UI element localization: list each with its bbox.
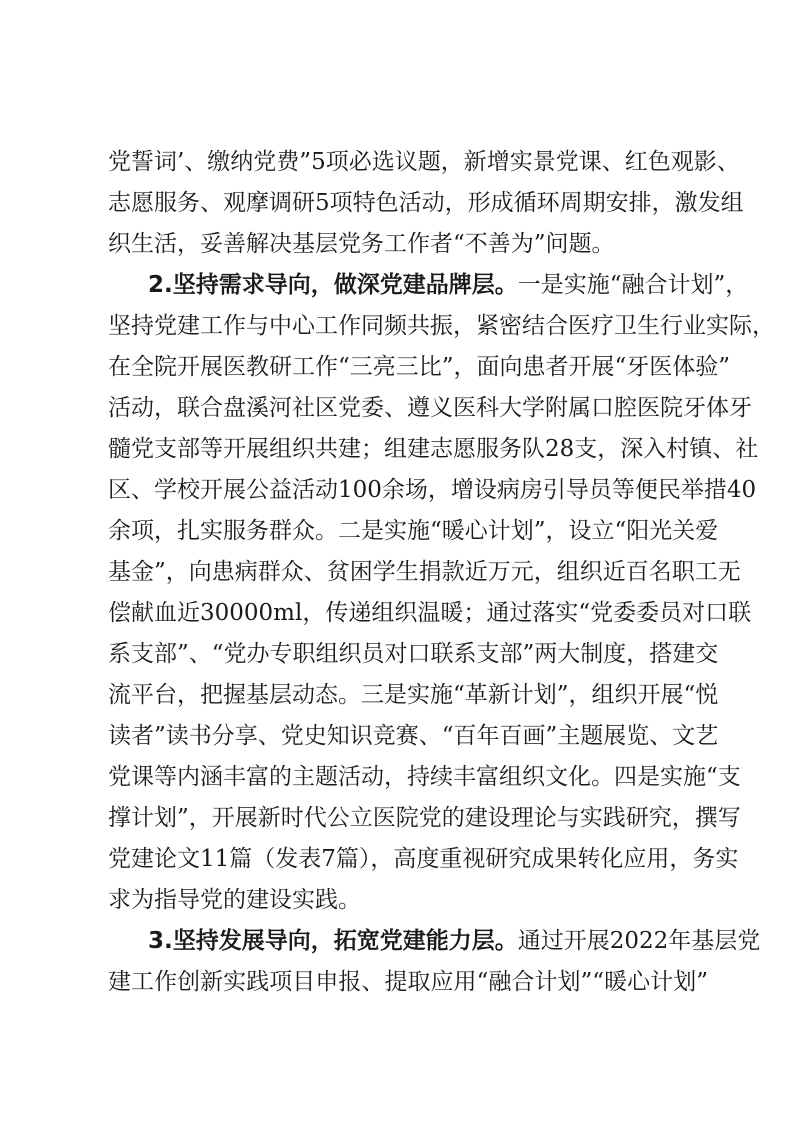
paragraph-2-line: 求为指导党的建设实践。 — [108, 887, 361, 913]
paragraph-3-heading: 3.坚持发展导向，拓宽党建能力层。 — [148, 928, 518, 954]
paragraph-3-line: 建工作创新实践项目申报、提取应用“融合计划”“暖心计划” — [108, 969, 708, 995]
paragraph-1-line-1: 党誓词’、缴纳党费”5项必选议题，新增实景党课、红色观影、 — [108, 149, 740, 175]
paragraph-2-line: 偿献血近30000ml，传递组织温暖；通过落实“党委委员对口联 — [108, 600, 752, 626]
paragraph-1-line-2: 志愿服务、观摩调研5项特色活动，形成循环周期安排，激发组 — [108, 190, 744, 216]
paragraph-2-line: 读者”读书分享、党史知识竞赛、“百年百画”主题展览、文艺 — [108, 723, 719, 749]
paragraph-2-line: 撑计划”，开展新时代公立医院党的建设理论与实践研究，撰写 — [108, 805, 741, 831]
paragraph-2-line: 在全院开展医教研工作“三亮三比”，面向患者开展“牙医体验” — [108, 354, 731, 380]
paragraph-1-line-3: 织生活，妥善解决基层党务工作者“不善为”问题。 — [108, 231, 615, 257]
paragraph-2-line: 活动，联合盘溪河社区党委、遵义医科大学附属口腔医院牙体牙 — [108, 395, 752, 421]
paragraph-2-line: 基金”，向患病群众、贫困学生捐款近万元，组织近百名职工无 — [108, 559, 741, 585]
paragraph-3-first-line-text: 通过开展2022年基层党 — [517, 928, 761, 954]
paragraph-2-line: 系支部”、“党办专职组织员对口联系支部”两大制度，搭建交 — [108, 641, 719, 667]
paragraph-3-first-line — [148, 926, 761, 956]
paragraph-2-line: 流平台，把握基层动态。三是实施“革新计划”，组织开展“悦 — [108, 682, 719, 708]
paragraph-2-line: 髓党支部等开展组织共建；组建志愿服务队28支，深入村镇、社 — [108, 436, 759, 462]
paragraph-2-heading: 2.坚持需求导向，做深党建品牌层。 — [148, 272, 518, 298]
paragraph-2-first-line-text: 一是实施“融合计划”， — [517, 272, 749, 298]
paragraph-2-first-line — [148, 270, 749, 300]
paragraph-2-line: 党课等内涵丰富的主题活动，持续丰富组织文化。四是实施“支 — [108, 764, 741, 790]
paragraph-2-line: 区、学校开展公益活动100余场，增设病房引导员等便民举措40 — [108, 477, 757, 503]
paragraph-2-line: 坚持党建工作与中心工作同频共振，紧密结合医疗卫生行业实际， — [108, 313, 775, 339]
paragraph-2-line: 党建论文11篇（发表7篇），高度重视研究成果转化应用，务实 — [108, 846, 739, 872]
paragraph-2-line: 余项，扎实服务群众。二是实施“暖心计划”，设立“阳光关爱 — [108, 518, 719, 544]
